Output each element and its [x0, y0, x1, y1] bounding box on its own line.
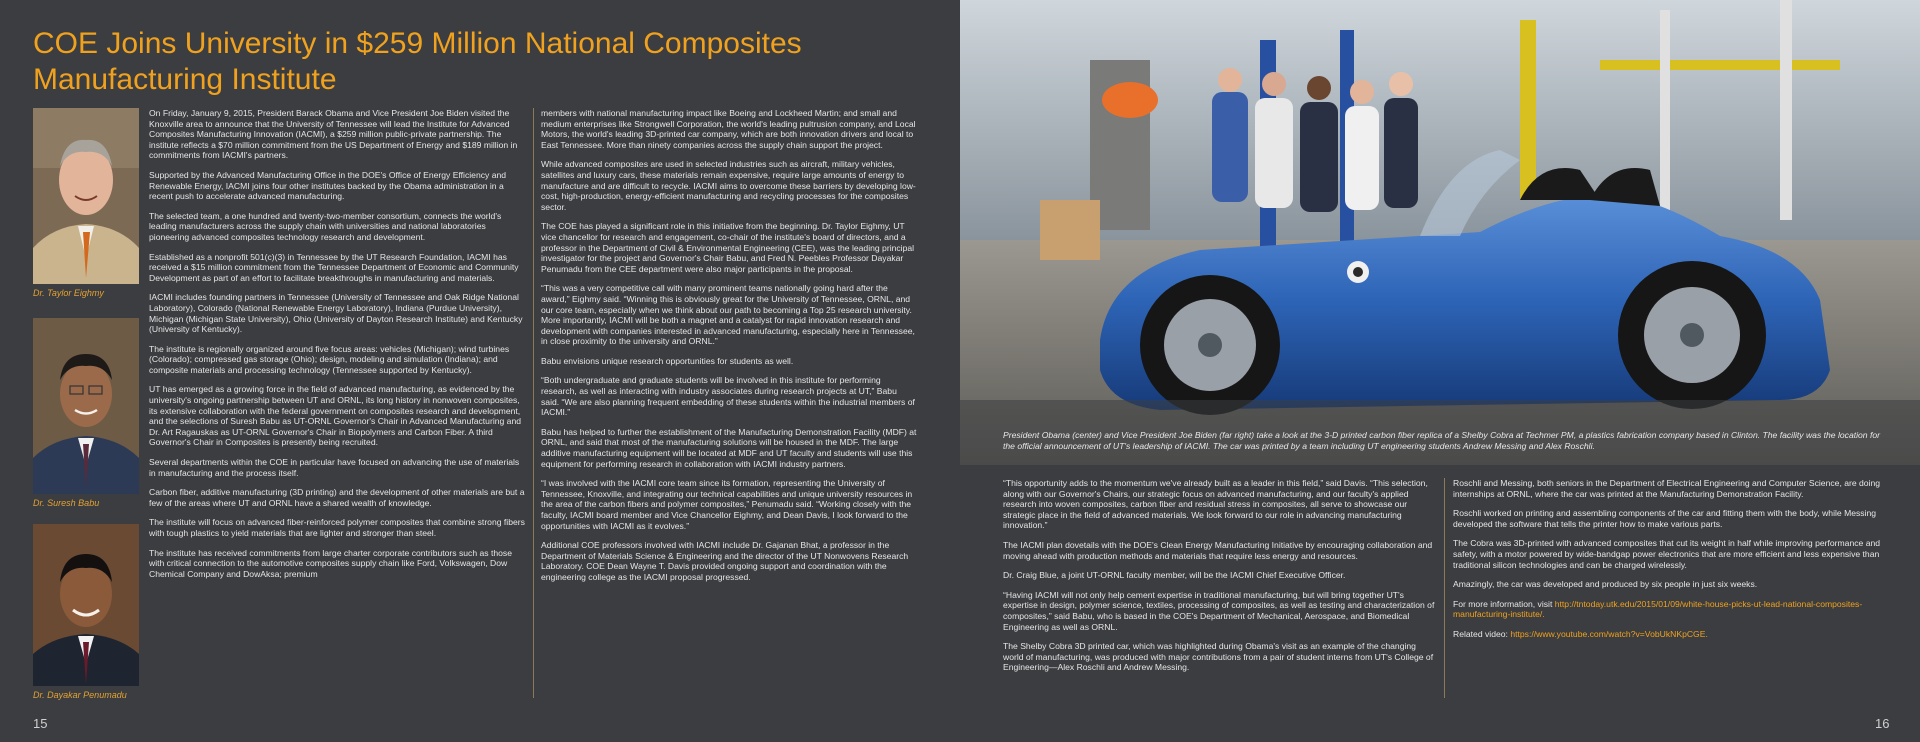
video-link[interactable]: https://www.youtube.com/watch?v=VobUkNKpCGE.	[1510, 628, 1708, 639]
article-column-1	[149, 108, 527, 588]
paragraph: The Shelby Cobra 3D printed car, which was highlighted during Obama's visit as an example of the changing world of manufacturing, was produced with major contributions from a pair of student interns from UT's College of Engineering—Alex Roschli and Andrew Messing.	[1003, 641, 1434, 673]
paragraph: Amazingly, the car was developed and produced by six people in just six weeks.	[1453, 579, 1758, 590]
paragraph: Several departments within the COE in particular have focused on advancing the use of materials in manufacturing and the process itself.	[149, 457, 520, 478]
paragraph: “Both undergraduate and graduate students will be involved in this institute for performing research, as well as interacting with industry associates during research projects at UT,” Babu said. “We are also planning frequent embedding of these students within the industrial members of IACMI.”	[541, 375, 915, 418]
portrait-caption: Dr. Taylor Eighmy	[33, 288, 104, 298]
paragraph: The COE has played a significant role in this initiative from the beginning. Dr. Taylor Eighmy, UT vice chancellor for research and engagement, co-chair of the institute's board of directors, and a professor in the Department of Civil & Environmental Engineering (CEE), was the leading principal investigator for the project and Governor's Chair Babu, and Fred N. Peebles Professor Dayakar Penumadu from the CEE department were also major participants in the proposal.	[541, 221, 915, 274]
column-divider	[1444, 478, 1445, 698]
article-column-2	[541, 108, 917, 592]
article-title: COE Joins University in $259 Million National Composites Manufacturing Institute	[33, 27, 802, 96]
hero-photo	[960, 0, 1920, 465]
paragraph: On Friday, January 9, 2015, President Barack Obama and Vice President Joe Biden visited the Knoxville area to announce that the University of Tennessee will lead the Institute for Advanced Composites Manufacturing Innovation (IACMI), a $259 million public-private partnership. The institute reflects a $70 million commitment from the US Department of Energy and $189 million in commitments from IACMI's partners.	[149, 108, 518, 161]
portrait-photo-eighmy	[33, 108, 139, 284]
paragraph: The institute will focus on advanced fiber-reinforced polymer composites that combine strong fibers with tough plastics to yield materials that are lighter and stronger than steel.	[149, 517, 525, 538]
article-link[interactable]: http://tntoday.utk.edu/2015/01/09/white-house-picks-ut-lead-national-composites-manufacturing-institute/.	[1453, 598, 1863, 620]
paragraph: The selected team, a one hundred and twenty-two-member consortium, connects the world's leading manufacturers across the supply chain with universities and national laboratories pioneering advanced composites technology research and development.	[149, 210, 502, 242]
portrait-photo-penumadu	[33, 524, 139, 686]
related-video-paragraph	[1453, 629, 1887, 640]
paragraph: The Cobra was 3D-printed with advanced composites that cut its weight in half while improving performance and safety, with a motor powered by wide-bandgap power electronics that are more efficient and less expensive than traditional silicon technologies and can be charged wirelessly.	[1453, 538, 1881, 570]
paragraph: Additional COE professors involved with IACMI include Dr. Gajanan Bhat, a professor in the Department of Materials Science & Engineering and the director of the UT Nonwovens Research Laboratory. COE Dean Wayne T. Davis provided ongoing support and coordination with the engineering college as the IACMI proposal progressed.	[541, 540, 909, 582]
paragraph: While advanced composites are used in selected industries such as aircraft, military vehicles, satellites and luxury cars, these materials remain expensive, require large amounts of energy to manufacture and are difficult to recycle. IACMI aims to overcome these barriers by developing low-cost, high-production, energy-efficient manufacturing and recycling processes for the composites sector.	[541, 159, 916, 212]
paragraph: Carbon fiber, additive manufacturing (3D printing) and the development of other materials are but a few of the areas where UT and ORNL have a shared wealth of knowledge.	[149, 487, 525, 508]
portrait-caption: Dr. Dayakar Penumadu	[33, 690, 127, 700]
column-divider	[533, 108, 534, 698]
paragraph: UT has emerged as a growing force in the field of advanced manufacturing, as evidenced by the university's ongoing partnership between UT and ORNL, its long history in nonwoven composites, its extensive collaboration with the federal government on composites research and development, and the selections of Suresh Babu as UT-ORNL Governor's Chair in Advanced Manufacturing and Dr. Art Ragauskas as UT-ORNL Governor's Chair in Biopolymers and Carbon Fiber. A third Governor's Chair in Composites is presently being recruited.	[149, 384, 522, 448]
paragraph: “This opportunity adds to the momentum we've already built as a leader in this field,” said Davis. “This selection, along with our Governor's Chairs, our strategic focus on advanced manufacturing, and our faculty's applied research into woven composites, carbon fiber and residual stress in composites, all serve to showcase our strategic place in the field of advanced materials. We look forward to our role in advancing manufacturing innovation.”	[1003, 478, 1428, 531]
paragraph: Roschli worked on printing and assembling components of the car and fitting them with the body, while Messing developed the software that tells the printer how to make various parts.	[1453, 508, 1877, 529]
paragraph: members with national manufacturing impact like Boeing and Lockheed Martin; and small and medium enterprises like Strongwell Corporation, the world's leading pultrusion company, and Local Motors, the world's leading 3D-printed car company, which are both innovation drivers and local to East Tennessee. More than ninety companies across the supply chain support the project.	[541, 108, 916, 150]
paragraph: Dr. Craig Blue, a joint UT-ORNL faculty member, will be the IACMI Chief Executive Officer.	[1003, 570, 1346, 581]
portrait-photo-babu	[33, 318, 139, 494]
paragraph: The institute has received commitments from large charter corporate contributors such as those with critical connection to the automotive composites supply chain like Ford, Volkswagen, Dow Chemical Company and DowAksa; premium	[149, 547, 513, 579]
paragraph: “This was a very competitive call with many prominent teams nationally going hard after the award,” Eighmy said. “Winning this is obviously great for the University of Tennessee, ORNL, and our core team, especially when we think about our path to becoming a Top 25 research university. More importantly, IACMI will be both a magnet and a catalyst for rapid innovation research and development with companies interested in advanced manufacturing, especially here in Tennessee, in close proximity to the university and ORNL.”	[541, 283, 915, 347]
portrait-caption: Dr. Suresh Babu	[33, 498, 100, 508]
paragraph: Roschli and Messing, both seniors in the Department of Electrical Engineering and Computer Science, are doing internships at ORNL, where the car was printed at the Manufacturing Demonstration Facility.	[1453, 478, 1881, 499]
paragraph: “Having IACMI will not only help cement expertise in traditional manufacturing, but will bring together UT's expertise in design, polymer science, textiles, processing of composites, as well as testing and characterization of composites,” said Babu, who is based in the COE's Department of Mechanical, Aerospace, and Biomedical Engineering as well as ORNL.	[1003, 589, 1435, 632]
photo-caption: President Obama (center) and Vice President Joe Biden (far right) take a look at the 3-D printed carbon fiber replica of a Shelby Cobra at Techmer PM, a plastics fabrication company based in Clinton. The facility was the location for the official announcement of UT's leadership of IACMI. The car was printed by a team including UT engineering students Andrew Messing and Alex Roschli.	[1003, 430, 1881, 451]
paragraph: The institute is regionally organized around five focus areas: vehicles (Michigan); wind turbines (Colorado); compressed gas storage (Ohio); design, modeling and simulation (Indiana); and composite materials and processing technology (Tennessee supported by Kentucky).	[149, 343, 510, 375]
page-number-right: 16	[1875, 716, 1890, 731]
paragraph: Babu envisions unique research opportunities for students as well.	[541, 355, 794, 366]
paragraph: IACMI includes founding partners in Tennessee (University of Tennessee and Oak Ridge National Laboratory), Colorado (National Renewable Energy Laboratory), Indiana (Purdue University), Michigan (Michigan State University), Ohio (University of Dayton Research Institute) and Kentucky (University of Kentucky).	[149, 292, 523, 335]
paragraph: Babu has helped to further the establishment of the Manufacturing Demonstration Facility (MDF) at ORNL, and said that most of the manufacturing solutions will be housed in the MDF. The large additive manufacturing equipment will be located at MDF and UT faculty and students will use this equipment for performing research in collaboration with IACMI industry partners.	[541, 426, 917, 469]
article-column-4	[1453, 478, 1887, 649]
more-info-paragraph	[1453, 599, 1887, 620]
more-info-label: For more information, visit	[1453, 598, 1553, 609]
video-label: Related video:	[1453, 628, 1508, 639]
paragraph: Established as a nonprofit 501(c)(3) in Tennessee by the UT Research Foundation, IACMI has received a $15 million commitment from the Tennessee Department of Economic and Community Development as part of an effort to facilitate breakthroughs in manufacturing and materials.	[149, 251, 519, 283]
paragraph: Supported by the Advanced Manufacturing Office in the DOE's Office of Energy Efficiency and Renewable Energy, IACMI joins four other institutes backed by the Obama administration in a recent push to accelerate advanced manufacturing.	[149, 169, 507, 202]
paragraph: The IACMI plan dovetails with the DOE's Clean Energy Manufacturing Initiative by encouraging collaboration and moving ahead with production methods and materials that require less energy and resources.	[1003, 539, 1433, 561]
paragraph: “I was involved with the IACMI core team since its formation, representing the University of Tennessee, Knoxville, and integrating our technical capabilities and unique university resources in the area of the carbon fibers and polymer composites,” Penumadu said. “Working closely with the faculty, IACMI board member and Vice Chancellor Eighmy, and Dean Davis, I look forward to the opportunities with IACMI as it evolves.”	[541, 478, 913, 531]
page-number-left: 15	[33, 716, 48, 731]
article-column-3	[1003, 478, 1435, 682]
